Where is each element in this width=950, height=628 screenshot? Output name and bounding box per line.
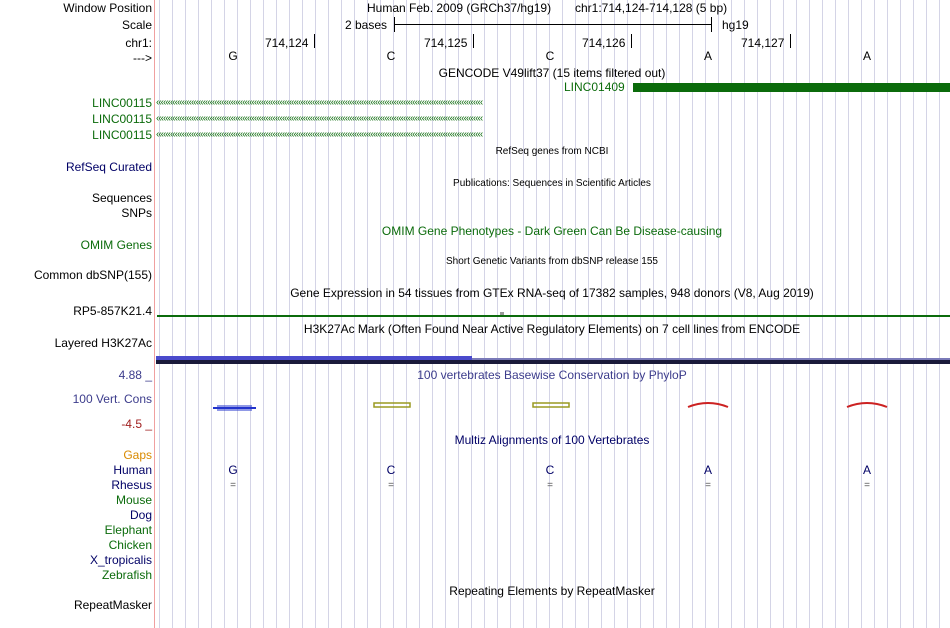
- conservation-mark-a: [688, 403, 728, 407]
- linc00115-transcript[interactable]: ‹‹‹‹‹‹‹‹‹‹‹‹‹‹‹‹‹‹‹‹‹‹‹‹‹‹‹‹‹‹‹‹‹‹‹‹‹‹‹‹‹‹‹‹‹‹‹‹‹‹‹‹‹‹‹‹‹‹‹‹‹‹‹‹‹‹‹‹‹‹‹‹‹‹‹‹‹‹‹‹‹‹‹‹‹‹‹‹‹‹‹‹‹‹‹‹‹‹‹‹‹‹‹‹‹‹‹‹‹‹‹‹‹‹‹‹‹‹‹‹‹‹‹‹‹‹‹‹‹‹‹‹‹‹‹‹‹‹‹‹: [156, 130, 483, 140]
- grid-line: [757, 0, 758, 628]
- grid-line: [354, 0, 355, 628]
- grid-line: [822, 0, 823, 628]
- scale-bar-right-end: [711, 17, 712, 32]
- ruler-tick-4: [790, 34, 791, 48]
- human-base: C: [386, 463, 396, 477]
- ruler-tick-3: [631, 34, 632, 48]
- species-label-rhesus[interactable]: Rhesus: [111, 478, 152, 492]
- conservation-track-title: 100 vertebrates Basewise Conservation by PhyloP: [417, 368, 687, 382]
- grid-line: [471, 0, 472, 628]
- grid-line: [224, 0, 225, 628]
- grid-line: [536, 0, 537, 628]
- grid-line: [835, 0, 836, 628]
- grid-line: [419, 0, 420, 628]
- grid-line: [575, 0, 576, 628]
- h3k27ac-track-title: H3K27Ac Mark (Often Found Near Active Regulatory Elements) on 7 cell lines from ENCODE: [303, 322, 801, 336]
- assembly-title: Human Feb. 2009 (GRCh37/hg19): [367, 1, 552, 15]
- grid-line: [926, 0, 927, 628]
- ruler-tick-2: [473, 34, 474, 48]
- ruler-position-4: 714,127: [741, 36, 785, 50]
- h3k27ac-track-label[interactable]: Layered H3K27Ac: [54, 336, 152, 350]
- grid-line: [289, 0, 290, 628]
- gtex-expression-marker: [500, 312, 504, 315]
- grid-line: [172, 0, 173, 628]
- grid-line: [211, 0, 212, 628]
- grid-line: [653, 0, 654, 628]
- ruler-position-3: 714,126: [582, 36, 626, 50]
- grid-line: [250, 0, 251, 628]
- conservation-max-label: 4.88 _: [118, 368, 152, 382]
- grid-line: [666, 0, 667, 628]
- grid-line: [796, 0, 797, 628]
- grid-line: [445, 0, 446, 628]
- species-label-chicken[interactable]: Chicken: [108, 538, 152, 552]
- gtex-gene-bar[interactable]: [157, 315, 950, 317]
- grid-line: [718, 0, 719, 628]
- species-label-zebrafish[interactable]: Zebrafish: [101, 568, 152, 582]
- human-base: C: [545, 463, 555, 477]
- scale-bar-left-end: [394, 17, 395, 32]
- ruler-base: C: [386, 49, 396, 63]
- grid-line: [497, 0, 498, 628]
- grid-line: [523, 0, 524, 628]
- species-label-elephant[interactable]: Elephant: [104, 523, 152, 537]
- species-label-mouse[interactable]: Mouse: [115, 493, 152, 507]
- grid-line: [276, 0, 277, 628]
- h3k27ac-baseline: [156, 360, 950, 364]
- linc01409-label[interactable]: LINC01409: [564, 80, 625, 94]
- repeatmasker-track-title: Repeating Elements by RepeatMasker: [449, 584, 655, 598]
- omim-track-label[interactable]: OMIM Genes: [80, 238, 152, 252]
- grid-line: [627, 0, 628, 628]
- grid-line: [432, 0, 433, 628]
- ruler-position-1: 714,124: [265, 36, 309, 50]
- ruler-base: G: [228, 49, 238, 63]
- grid-line: [614, 0, 615, 628]
- grid-line: [900, 0, 901, 628]
- ruler-tick-1: [314, 34, 315, 48]
- linc01409-feature[interactable]: [633, 83, 950, 92]
- dbsnp-track-label[interactable]: Common dbSNP(155): [33, 268, 152, 282]
- refseq-track-title: RefSeq genes from NCBI: [495, 146, 609, 157]
- human-base: A: [862, 463, 872, 477]
- grid-line: [185, 0, 186, 628]
- grid-line: [393, 0, 394, 628]
- omim-track-title: OMIM Gene Phenotypes - Dark Green Can Be Disease-causing: [381, 224, 723, 238]
- grid-line: [263, 0, 264, 628]
- grid-line: [601, 0, 602, 628]
- grid-line: [874, 0, 875, 628]
- grid-line: [315, 0, 316, 628]
- strand-label: --->: [133, 51, 152, 65]
- ruler-base: C: [545, 49, 555, 63]
- grid-line: [549, 0, 550, 628]
- conservation-mark-c: [533, 403, 569, 407]
- conservation-min-label: -4.5 _: [121, 417, 152, 431]
- gencode-item-label[interactable]: LINC00115: [92, 96, 152, 110]
- gtex-track-title: Gene Expression in 54 tissues from GTEx RNA-seq of 17382 samples, 948 donors (V8, Aug 2019): [290, 286, 814, 300]
- grid-line: [406, 0, 407, 628]
- grid-line: [705, 0, 706, 628]
- grid-line: [458, 0, 459, 628]
- species-label-x-tropicalis[interactable]: X_tropicalis: [89, 553, 152, 567]
- conservation-plot: [155, 398, 950, 414]
- chromosome-label: chr1:: [125, 36, 152, 50]
- linc00115-transcript[interactable]: ‹‹‹‹‹‹‹‹‹‹‹‹‹‹‹‹‹‹‹‹‹‹‹‹‹‹‹‹‹‹‹‹‹‹‹‹‹‹‹‹‹‹‹‹‹‹‹‹‹‹‹‹‹‹‹‹‹‹‹‹‹‹‹‹‹‹‹‹‹‹‹‹‹‹‹‹‹‹‹‹‹‹‹‹‹‹‹‹‹‹‹‹‹‹‹‹‹‹‹‹‹‹‹‹‹‹‹‹‹‹‹‹‹‹‹‹‹‹‹‹‹‹‹‹‹‹‹‹‹‹‹‹‹‹‹‹‹‹‹‹: [156, 114, 483, 124]
- grid-line: [302, 0, 303, 628]
- grid-line: [367, 0, 368, 628]
- grid-line: [510, 0, 511, 628]
- species-label-dog[interactable]: Dog: [129, 508, 152, 522]
- base-grid: [155, 0, 950, 628]
- grid-line: [380, 0, 381, 628]
- window-position-label: Window Position: [63, 1, 152, 15]
- grid-line: [588, 0, 589, 628]
- grid-line: [848, 0, 849, 628]
- human-base: G: [228, 463, 238, 477]
- dbsnp-track-title: Short Genetic Variants from dbSNP release 155: [446, 256, 658, 267]
- multiz-track-title: Multiz Alignments of 100 Vertebrates: [454, 433, 650, 447]
- grid-line: [913, 0, 914, 628]
- refseq-track-label[interactable]: RefSeq Curated: [65, 160, 152, 174]
- grid-line: [198, 0, 199, 628]
- grid-line: [783, 0, 784, 628]
- conservation-mark-c: [374, 403, 410, 407]
- grid-line: [731, 0, 732, 628]
- position-coordinates: chr1:714,124-714,128 (5 bp): [575, 1, 728, 15]
- conservation-track-label[interactable]: 100 Vert. Cons: [72, 392, 152, 406]
- grid-line: [770, 0, 771, 628]
- scale-bar: [394, 24, 711, 25]
- grid-line: [744, 0, 745, 628]
- gencode-item-label[interactable]: LINC00115: [92, 112, 152, 126]
- scale-text: 2 bases: [345, 18, 388, 32]
- scale-label: Scale: [121, 18, 152, 32]
- rhesus-match: =: [230, 480, 236, 491]
- conservation-mark-g: [213, 406, 256, 410]
- grid-line: [861, 0, 862, 628]
- rhesus-match: =: [705, 480, 711, 491]
- ruler-base: A: [862, 49, 872, 63]
- rhesus-match: =: [388, 480, 394, 491]
- scale-assembly: hg19: [722, 18, 749, 32]
- grid-line: [679, 0, 680, 628]
- grid-line: [640, 0, 641, 628]
- conservation-mark-a: [847, 403, 887, 407]
- grid-line: [328, 0, 329, 628]
- grid-line: [939, 0, 940, 628]
- rhesus-match: =: [547, 480, 553, 491]
- human-base: A: [703, 463, 713, 477]
- gtex-track-label[interactable]: RP5-857K21.4: [73, 304, 152, 318]
- grid-line: [237, 0, 238, 628]
- publications-track-title: Publications: Sequences in Scientific Articles: [453, 178, 651, 189]
- species-label-human[interactable]: Human: [113, 463, 152, 477]
- grid-line: [692, 0, 693, 628]
- rhesus-match: =: [864, 480, 870, 491]
- grid-line: [484, 0, 485, 628]
- grid-line: [341, 0, 342, 628]
- sequences-track-label[interactable]: Sequences: [91, 191, 152, 205]
- gencode-track-title: GENCODE V49lift37 (15 items filtered out): [438, 66, 666, 80]
- linc00115-transcript[interactable]: ‹‹‹‹‹‹‹‹‹‹‹‹‹‹‹‹‹‹‹‹‹‹‹‹‹‹‹‹‹‹‹‹‹‹‹‹‹‹‹‹‹‹‹‹‹‹‹‹‹‹‹‹‹‹‹‹‹‹‹‹‹‹‹‹‹‹‹‹‹‹‹‹‹‹‹‹‹‹‹‹‹‹‹‹‹‹‹‹‹‹‹‹‹‹‹‹‹‹‹‹‹‹‹‹‹‹‹‹‹‹‹‹‹‹‹‹‹‹‹‹‹‹‹‹‹‹‹‹‹‹‹‹‹‹‹‹‹‹‹‹: [156, 98, 483, 108]
- gencode-item-label[interactable]: LINC00115: [92, 128, 152, 142]
- ruler-base: A: [703, 49, 713, 63]
- grid-line: [887, 0, 888, 628]
- snps-track-label[interactable]: SNPs: [121, 206, 152, 220]
- grid-line: [159, 0, 160, 628]
- ruler-position-2: 714,125: [424, 36, 468, 50]
- repeatmasker-track-label[interactable]: RepeatMasker: [73, 598, 152, 612]
- grid-line: [809, 0, 810, 628]
- gaps-label: Gaps: [123, 448, 152, 462]
- grid-line: [562, 0, 563, 628]
